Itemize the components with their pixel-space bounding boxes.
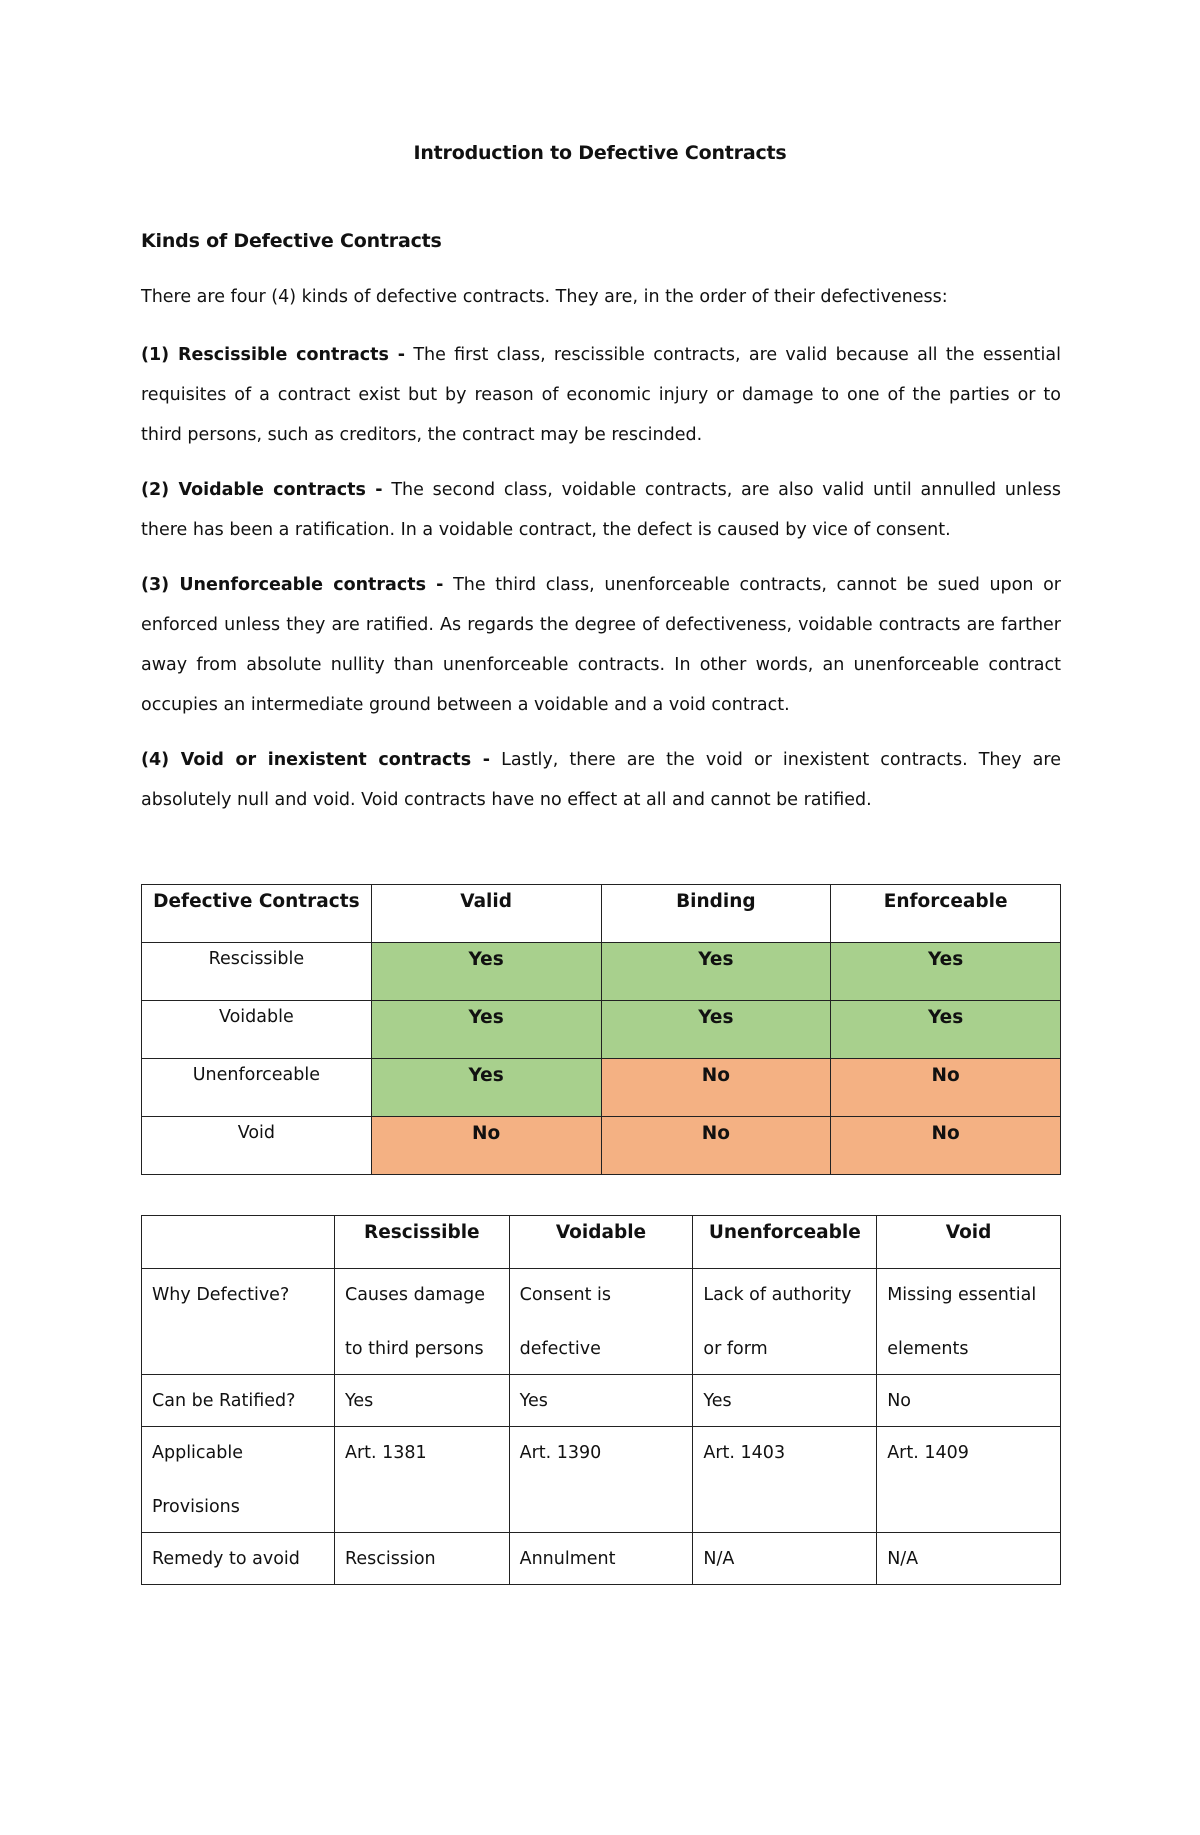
table-cell: Yes (601, 1001, 831, 1059)
table-cell (334, 1427, 509, 1533)
table-row (142, 1375, 1061, 1427)
table-header-cell (142, 1216, 335, 1269)
table-cell (693, 1533, 877, 1585)
table-header-cell: Unenforceable (693, 1216, 877, 1269)
cell-line: elements (887, 1339, 969, 1359)
cell-line: Lack of authority (703, 1285, 852, 1305)
cell-line: Annulment (519, 1549, 616, 1569)
cell-line: Why Defective? (152, 1285, 290, 1305)
cell-line: to third persons (344, 1339, 484, 1359)
table-cell (877, 1533, 1061, 1585)
section-heading: Kinds of Defective Contracts (141, 230, 442, 252)
table-header-cell: Enforceable (831, 885, 1061, 943)
cell-line: Art. 1390 (519, 1443, 602, 1463)
table-cell (509, 1427, 693, 1533)
cell-line: defective (519, 1339, 601, 1359)
table-cell (334, 1269, 509, 1375)
table-cell (877, 1269, 1061, 1375)
paragraph-text: Lastly, there are the void or inexistent contracts. They are absolutely null and void. Void contracts have no effect at all and cannot be ratified. (141, 750, 1061, 810)
table-header-row (142, 1216, 1061, 1269)
paragraph-label: (3) Unenforceable contracts - (141, 575, 444, 595)
table-cell: No (831, 1117, 1061, 1175)
intro-text: There are four (4) kinds of defective contracts. They are, in the order of their defectiveness: (141, 287, 948, 307)
table-cell: No (601, 1059, 831, 1117)
table-cell (334, 1375, 509, 1427)
paragraph-rescissible (141, 335, 1061, 455)
paragraph-text: The first class, rescissible contracts, are valid because all the essential requisites of a contract exist but by reason of economic injury or damage to one of the parties or to third persons, such as creditors, the contract may be rescinded. (141, 345, 1061, 445)
row-label: Void (142, 1117, 372, 1175)
table-header-cell: Binding (601, 885, 831, 943)
table-cell (509, 1269, 693, 1375)
table-row (142, 1269, 1061, 1375)
document-title: Introduction to Defective Contracts (413, 142, 787, 164)
table-row (142, 1001, 1061, 1059)
table-cell (693, 1269, 877, 1375)
table-cell: Yes (601, 943, 831, 1001)
cell-line: Yes (519, 1391, 548, 1411)
cell-line: N/A (703, 1549, 735, 1569)
cell-line: Can be Ratified? (152, 1391, 296, 1411)
cell-line: No (887, 1391, 911, 1411)
table-header-row (142, 885, 1061, 943)
cell-line: Yes (344, 1391, 374, 1411)
table-cell (693, 1427, 877, 1533)
cell-line: Consent is (519, 1285, 611, 1305)
cell-line: Missing essential (887, 1285, 1037, 1305)
table-cell (509, 1533, 693, 1585)
paragraph-text: The third class, unenforceable contracts, cannot be sued upon or enforced unless they are ratified. As regards the degree of defectiveness, voidable contracts are farther away from absolute nullity than unenforceable contracts. In other words, an unenforceable contract occupies an intermediate ground between a voidable and a void contract. (141, 575, 1061, 715)
row-label (142, 1533, 335, 1585)
table-header-cell: Rescissible (334, 1216, 509, 1269)
table-row (142, 1533, 1061, 1585)
row-label (142, 1427, 335, 1533)
paragraph-label: (4) Void or inexistent contracts - (141, 750, 491, 770)
cell-line: Art. 1403 (703, 1443, 786, 1463)
paragraph-label: (1) Rescissible contracts - (141, 345, 406, 365)
table-cell (509, 1375, 693, 1427)
table-header-cell: Defective Contracts (142, 885, 372, 943)
table-cell (877, 1427, 1061, 1533)
paragraph-void (141, 740, 1061, 820)
table-cell (334, 1533, 509, 1585)
row-label: Unenforceable (142, 1059, 372, 1117)
row-label: Rescissible (142, 943, 372, 1001)
table-cell: Yes (831, 1001, 1061, 1059)
table-cell (693, 1375, 877, 1427)
defective-contracts-summary-table (141, 884, 1061, 1175)
table-header-cell: Valid (371, 885, 601, 943)
paragraph-unenforceable (141, 565, 1061, 725)
cell-line: Art. 1381 (344, 1443, 427, 1463)
table-header-cell: Void (877, 1216, 1061, 1269)
cell-line: N/A (887, 1549, 919, 1569)
cell-line: or form (703, 1339, 768, 1359)
cell-line: Yes (703, 1391, 732, 1411)
cell-line: Causes damage (344, 1285, 486, 1305)
table-cell: No (831, 1059, 1061, 1117)
paragraph-label: (2) Voidable contracts - (141, 480, 383, 500)
table-cell: Yes (371, 1001, 601, 1059)
table-row (142, 1427, 1061, 1533)
table-cell: Yes (371, 1059, 601, 1117)
table-row (142, 1059, 1061, 1117)
row-label (142, 1269, 335, 1375)
paragraph-text: The second class, voidable contracts, are also valid until annulled unless there has been a ratification. In a voidable contract, the defect is caused by vice of consent. (141, 480, 1061, 540)
row-label: Voidable (142, 1001, 372, 1059)
cell-line: Rescission (344, 1549, 436, 1569)
row-label (142, 1375, 335, 1427)
cell-line: Art. 1409 (887, 1443, 969, 1463)
table-row (142, 943, 1061, 1001)
cell-line: Provisions (152, 1497, 240, 1517)
defective-contracts-comparison-table (141, 1215, 1061, 1585)
table-cell: Yes (371, 943, 601, 1001)
table-cell: No (601, 1117, 831, 1175)
table-cell: No (371, 1117, 601, 1175)
paragraph-voidable (141, 470, 1061, 550)
table-header-cell: Voidable (509, 1216, 693, 1269)
cell-line: Applicable (152, 1443, 243, 1463)
table-cell (877, 1375, 1061, 1427)
cell-line: Remedy to avoid (152, 1549, 300, 1569)
table-cell: Yes (831, 943, 1061, 1001)
table-row (142, 1117, 1061, 1175)
